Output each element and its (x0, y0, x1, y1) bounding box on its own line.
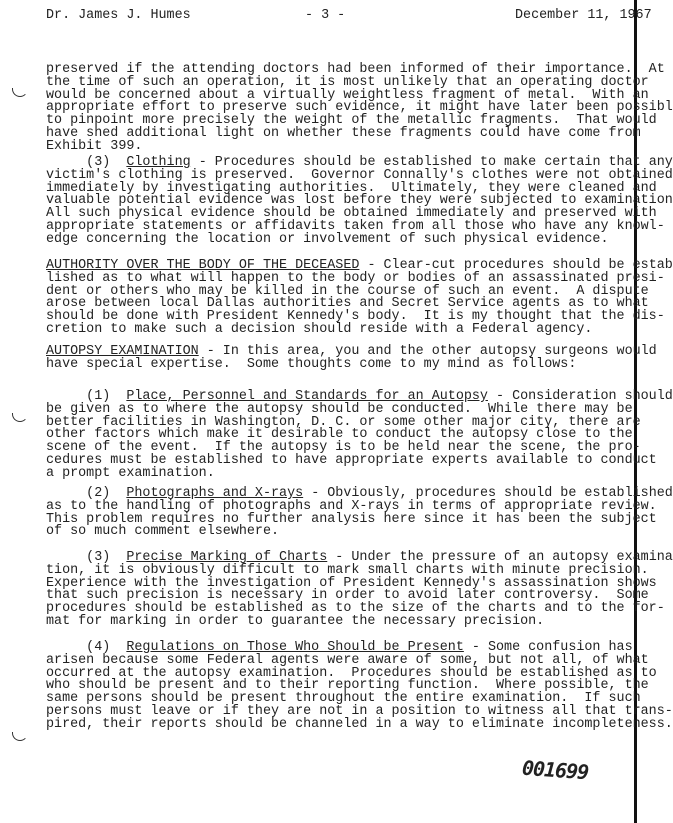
line-text: - Under the pressure of an autopsy examina (327, 550, 673, 565)
header-addressee: Dr. James J. Humes (46, 8, 191, 23)
item-number: (3) (46, 550, 127, 565)
text-line: as to the handling of photographs and X-rays in terms of appropriate review. (46, 498, 657, 514)
text-line: occurred at the autopsy examination. Procedures should be established as to (46, 665, 657, 681)
line-text: - Procedures should be established to make certain that any (190, 155, 673, 170)
text-line: other factors which make it desirable to conduct the autopsy close to the (46, 427, 633, 443)
text-line: same persons should be present throughout the entire examination. If such (46, 691, 641, 706)
section-heading: Place, Personnel and Standards for an Autopsy (126, 389, 488, 404)
paragraph-photos (46, 488, 673, 539)
section-heading: AUTHORITY OVER THE BODY OF THE DECEASED (46, 258, 360, 273)
text-line: that such precision is necessary in order to avoid later controversy. Some (46, 588, 649, 604)
paragraph-regulations (46, 642, 673, 731)
punch-hole-mark (12, 88, 28, 97)
text-line: lished as to what will happen to the body or bodies of an assassinated presi- (46, 270, 665, 286)
text-line: immediately by investigating authorities. Ultimately, they were cleaned and (46, 180, 657, 196)
text-line: arisen because some Federal agents were aware of some, but not all, of what (46, 652, 649, 668)
text-line: dent or others who may be killed in the course of such an event. A dispute (46, 283, 649, 299)
text-line: who should be present and to their reporting function. Where possible, the (46, 678, 649, 694)
paragraph-place (46, 391, 673, 480)
text-line: pired, their reports should be channeled in a way to eliminate incompleteness. (46, 716, 673, 732)
item-number: (3) (46, 155, 127, 170)
section-heading: Regulations on Those Who Should be Present (126, 640, 464, 655)
text-line: appropriate effort to preserve such evidence, it might have later been possibl (46, 100, 673, 116)
text-line: persons must leave or if they are not in a position to witness all that trans- (46, 703, 673, 719)
line-text: - Obviously, procedures should be established (303, 486, 673, 501)
paragraph-clothing (46, 157, 673, 246)
text-line: would be concerned about a virtually weightless fragment of metal. With an (46, 87, 649, 103)
text-line: edge concerning the location or involvement of such physical evidence. (46, 231, 609, 247)
text-line: mat for marking in order to guarantee the necessary precision. (46, 613, 545, 629)
text-line: arose between local Dallas authorities and Secret Service agents as to what (46, 296, 649, 312)
text-line: a prompt examination. (46, 465, 215, 481)
line-text: - Consideration should (487, 389, 673, 404)
paragraph-authority (46, 260, 673, 337)
line-text: - Clear-cut procedures should be estab (359, 258, 673, 273)
text-line: cedures must be established to have appropriate experts available to conduct (46, 452, 657, 468)
text-line: cretion to make such a decision should reside with a Federal agency. (46, 321, 593, 337)
text-line: of so much comment elsewhere. (46, 524, 280, 540)
text-line: be given as to where the autopsy should be conducted. While there may be (46, 401, 633, 417)
text-line: appropriate statements or affidavits taken from all those who have any knowl- (46, 218, 665, 234)
text-line: Exhibit 399. (46, 138, 143, 154)
section-heading: Clothing (126, 155, 191, 170)
section-heading: AUTOPSY EXAMINATION (46, 344, 199, 359)
text-line: preserved if the attending doctors had been informed of their importance. At (46, 62, 665, 77)
item-number: (2) (46, 486, 127, 501)
punch-hole-mark (12, 413, 28, 422)
text-line: victim's clothing is preserved. Governor Connally's clothes were not obtained (46, 167, 673, 183)
section-heading: Photographs and X-rays (126, 486, 304, 501)
item-number: (1) (46, 389, 127, 404)
paragraph-continuation (46, 64, 673, 153)
text-line: tion, it is obviously difficult to mark small charts with minute precision. (46, 562, 649, 578)
text-line: valuable potential evidence was lost before they were subjected to examination (46, 193, 673, 209)
text-line: All such physical evidence should be obtained immediately and preserved with (46, 206, 657, 221)
line-text: - In this area, you and the other autopsy surgeons would (198, 344, 657, 359)
text-line: procedures should be established as to the size of the charts and to the for- (46, 601, 665, 616)
paragraph-autopsy (46, 346, 657, 372)
header-page-number: - 3 - (305, 8, 346, 23)
text-line: have special expertise. Some thoughts come to my mind as follows: (46, 356, 577, 372)
text-line: should be done with President Kennedy's body. It is my thought that the dis- (46, 309, 665, 324)
line-text: - Some confusion has (463, 640, 633, 655)
paragraph-charts (46, 552, 673, 629)
text-line: have shed additional light on whether these fragments could have come from (46, 125, 641, 141)
text-line: scene of the event. If the autopsy is to be held near the scene, the pro- (46, 440, 641, 455)
header-date: December 11, 1967 (515, 8, 652, 23)
punch-hole-mark (12, 732, 28, 741)
text-line: to pinpoint more precisely the weight of the metallic fragments. That would (46, 113, 657, 128)
text-line: This problem requires no further analysis here since it has been the subject (46, 511, 657, 527)
text-line: the time of such an operation, it is most unlikely that an operating doctor (46, 74, 649, 90)
section-heading: Precise Marking of Charts (126, 550, 328, 565)
text-line: better facilities in Washington, D. C. or some other major city, there are (46, 414, 641, 430)
text-line: Experience with the investigation of President Kennedy's assassination shows (46, 575, 657, 591)
document-number-stamp: 001699 (521, 755, 590, 785)
item-number: (4) (46, 640, 127, 655)
